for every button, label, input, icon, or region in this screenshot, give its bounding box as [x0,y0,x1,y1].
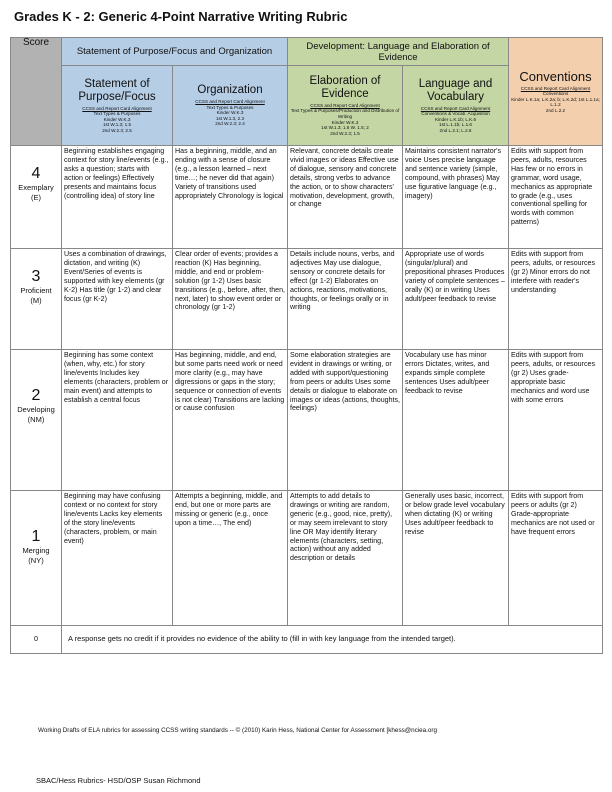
score-header [11,38,62,146]
conventions-header [509,38,603,146]
align-line: Text Types & Purposes [206,104,254,110]
align-line: Kinder L.K.1a; L.K.2a; b; L.K.2d; 1st L.1.1a; L.1.2 [511,96,600,108]
organization-cell: Has a beginning, middle, and an ending with a sense of closure (e.g., a lesson learned – next time…; he never did that again) Variety of transitions used appropriately Chronology is logical [173,146,288,249]
score-zero-cell [11,626,62,654]
organization-cell: Attempts a beginning, middle, and end, but one or more parts are missing or generic (e.g., once upon a time…, The end) [173,491,288,626]
align-heading: CCSS and Report Card Alignment [82,105,152,111]
statement-title: Statement of Purpose/Focus [78,77,156,103]
elaboration-cell: Relevant, concrete details create vivid images or ideas Effective use of dialogue, sensory and concrete details, strong verbs to advance the action, or to show characters' motivation, development, growth, or change [288,146,403,249]
conventions-title: Conventions [519,68,592,84]
score-value: 2 [31,387,41,404]
language-alignment [405,106,506,134]
align-line: 2nd W.2.3; 1.5 [330,130,360,136]
align-line: 2nd W.2.3; 2.5 [102,127,132,133]
development-group-header [288,38,509,66]
align-line: Kinder W.K.3 [331,119,359,125]
conventions-cell: Edits with support from peers, adults, or resources (gr 2) Uses grade-appropriate basic mechanics and word use with some errors [509,350,603,491]
footer-credit: Working Drafts of ELA rubrics for assessing CCSS writing standards -- © (2010) Karin Hess, National Center for Assessment [khess@nciea.org [38,727,438,734]
align-line: 1st W.1.3, 2.3 [215,115,245,121]
conventions-alignment [511,86,600,114]
elaboration-cell: Some elaboration strategies are evident in drawings or writing, or added with support/questioning from peers or adults Uses some details or dialogue to elaborate on images or ideas (actions, thoughts, feelings) [288,350,403,491]
elaboration-header [288,66,403,146]
page-title: Grades K - 2: Generic 4-Point Narrative Writing Rubric [14,9,348,24]
elaboration-cell: Details include nouns, verbs, and adjectives May use dialogue, sensory or concrete details for effect (gr 1-2) Elaborates on actions, reactions, motivations, thoughts, or feelings orally or in writing [288,249,403,350]
score-cell [11,491,62,626]
conventions-cell: Edits with support from peers, adults, resources Has few or no errors in grammar, word usage, mechanics as appropriate to grade (e.g., uses conventional spelling for words with common patterns) [509,146,603,249]
conventions-cell: Edits with support from peers, adults, or resources (gr 2) Minor errors do not interfere with reader's understanding [509,249,603,350]
score-value: 3 [31,268,41,285]
score-cell [11,350,62,491]
score-row-2 [11,350,603,491]
language-header [403,66,509,146]
score-row-4 [11,146,603,249]
language-title: Language and Vocabulary [418,77,493,103]
organization-cell: Has beginning, middle, and end, but some parts need work or need more clarity (e.g., may have digressions or gaps in the story; sequence or connection of events is not clear) Transitions are lacking or cause confusion [173,350,288,491]
align-line: Kinder L.K.1b; L.K.6 [434,116,477,122]
elaboration-cell: Attempts to add details to drawings or writing are random, generic (e.g., good, nice, pretty), or may seem irrelevant to story line OR May identify literary elements (characters, setting, action) without any added description or details [288,491,403,626]
score-header-label: Score [22,37,50,48]
zero-description: A response gets no credit if it provides no evidence of the ability to (fill in with key language from the intended target). [62,626,603,654]
score-value: 0 [34,635,38,644]
score-row-1 [11,491,603,626]
align-heading: CCSS and Report Card Alignment [520,85,591,91]
language-cell: Vocabulary use has minor errors Dictates, writes, and expands simple complete sentences Uses adult/peer feedback to revise [403,350,509,491]
align-line: 1st W.1.3; 1.5 [102,122,132,128]
align-line: 1st L.1.1b; L.1.6 [439,122,472,128]
language-cell: Generally uses basic, incorrect, or below grade level vocabulary when dictating (K) or writing Uses adult/peer feedback to revise [403,491,509,626]
organization-cell: Clear order of events; provides a reaction (K) Has beginning, middle, and end or problem-solution (gr 1-2) Uses basic transitions (e.g., before, after, then, next, later) to show event order or chronology (gr 1-2) [173,249,288,350]
statement-cell: Beginning may have confusing context or no context for story line/events Lacks key elements of the story line/events (characters, problem, or main event) [62,491,173,626]
elaboration-alignment [290,103,400,137]
align-line: Conventions & Vocab. Acquisition [421,111,490,117]
score-label: Exemplary [18,183,54,192]
score-label: Merging [22,546,50,555]
rubric-table [10,37,603,654]
align-heading: CCSS and Report Card Alignment [310,102,380,108]
statement-cell: Uses a combination of drawings, dictation, and writing (K) Event/Series of events is supported with key elements (gr K-2) Has title (gr 1-2) and clear focus (gr K-2) [62,249,173,350]
align-line: Kinder W.K.3 [103,116,131,122]
align-line: 1st W.1.3; 1.6 W. 1.5; 2 [321,125,369,131]
score-code: (NY) [28,556,44,565]
align-line: 2nd W.2.3; 2.4 [215,121,245,127]
language-cell: Appropriate use of words (singular/plural) and prepositional phrases Produces variety of complete sentences – orally (K) or in writing Uses adult/peer feedback to revise [403,249,509,350]
organization-title: Organization [197,84,263,97]
language-cell: Maintains consistent narrator's voice Uses precise language and sentence variety (simple, compound, with phrases) May use figurative language (e.g., imagery) [403,146,509,249]
align-line: Text Types & Purposes/Production and Distribution of Writing [290,108,400,119]
align-line: 2nd L.2.1; L.2.6 [439,127,472,133]
score-label: Proficient [20,286,52,295]
purpose-group-header [62,38,288,66]
score-code: (M) [30,296,42,305]
conventions-cell: Edits with support from peers or adults (gr 2) Grade-appropriate mechanics are not used or have frequent errors [509,491,603,626]
score-label: Developing [17,405,55,414]
score-row-3 [11,249,603,350]
organization-alignment [175,99,285,127]
score-row-0 [11,626,603,654]
statement-cell: Beginning establishes engaging context for story line/events (e.g., asks a question; starts with action or feelings) Effectively presents and maintains focus (controlling idea) of story line [62,146,173,249]
statement-cell: Beginning has some context (when, why, etc.) for story line/events Includes key elements (characters, problem or main event) and attempts to establish a central focus [62,350,173,491]
score-cell [11,249,62,350]
score-value: 1 [31,528,41,545]
purpose-group-title: Statement of Purpose/Focus and Organization [76,46,273,57]
statement-alignment [64,106,170,134]
align-line: Kinder W.K.3 [216,110,244,116]
development-group-title: Development: Language and Elaboration of Evidence [306,40,490,63]
align-line: 2nd L.2.2 [545,107,566,113]
score-code: (E) [31,193,41,202]
organization-header [173,66,288,146]
statement-header [62,66,173,146]
score-code: (NM) [27,415,45,424]
align-heading: CCSS and Report Card Alignment [195,99,265,105]
footer-org: SBAC/Hess Rubrics- HSD/OSP Susan Richmond [36,776,201,785]
elaboration-title: Elaboration of Evidence [309,74,381,100]
align-heading: CCSS and Report Card Alignment [420,105,491,111]
align-line: Text Types & Purposes [93,111,141,117]
align-line: Conventions [542,91,569,97]
score-value: 4 [31,165,41,182]
score-cell [11,146,62,249]
group-header-row [11,38,603,66]
